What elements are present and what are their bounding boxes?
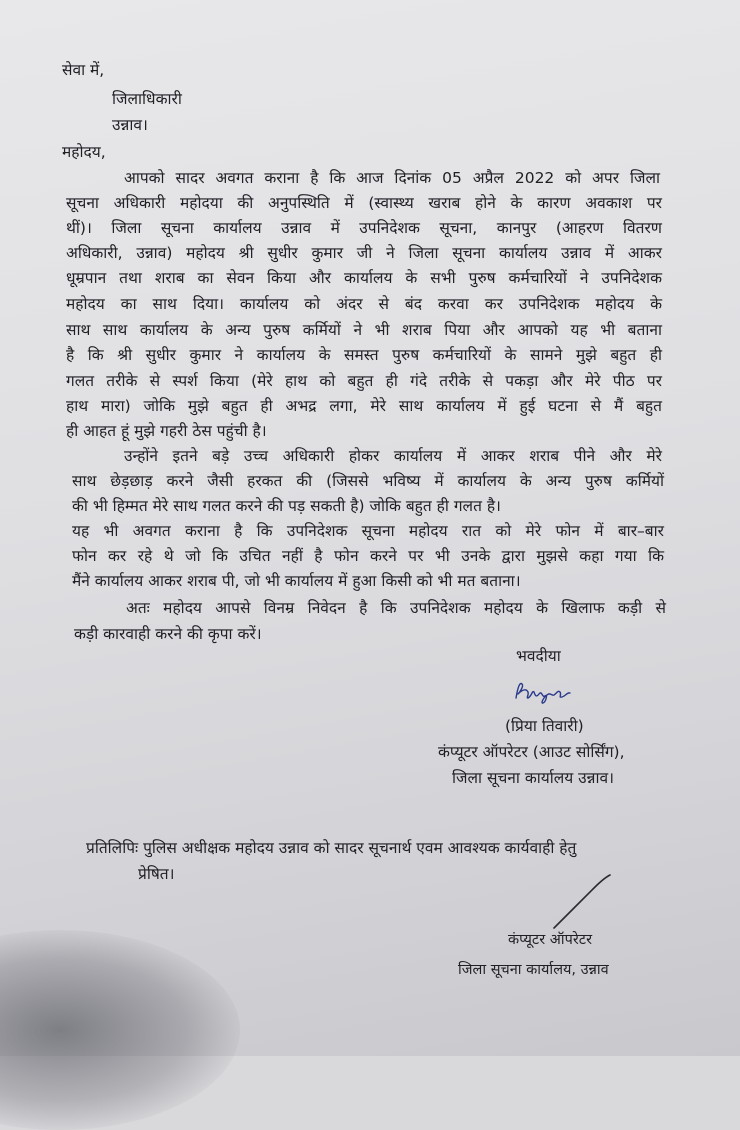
body-line: मैंने कार्यालय आकर शराब पी, जो भी कार्यालय में हुआ किसी को भी मत बताना। — [72, 572, 521, 590]
body-line: हाथ मारा) जोकि मुझे बहुत ही अभद्र लगा, मेरे साथ कार्यालय में हुई घटना से मैं बहुत — [66, 397, 662, 415]
body-line: कड़ी कारवाही करने की कृपा करें। — [74, 625, 262, 643]
body-line: ही आहत हूं मुझे गहरी ठेस पहुंची है। — [66, 422, 267, 440]
salutation: सेवा में, — [62, 61, 105, 79]
body-line: सूचना अधिकारी महोदया की अनुपस्थिति में (स्वास्थ्य खराब होने के कारण अवकाश पर — [66, 194, 662, 212]
body-line: अतः महोदय आपसे विनम्र निवेदन है कि उपनिदेशक महोदय के खिलाफ कड़ी से — [126, 599, 666, 617]
body-line: की भी हिम्मत मेरे साथ गलत करने की पड़ सकती है) जोकि बहुत ही गलत है। — [72, 497, 501, 515]
body-line: अधिकारी, उन्नाव) महोदय श्री सुधीर कुमार जी ने जिला सूचना कार्यालय उन्नाव में आकर — [66, 244, 662, 262]
sender-name: (प्रिया तिवारी) — [505, 717, 584, 735]
sender-designation: कंप्यूटर ऑपरेटर (आउट सोर्सिंग), — [438, 743, 625, 761]
body-line: धूम्रपान तथा शराब का सेवन किया और कार्यालय के सभी पुरुष कर्मचारियों ने उपनिदेशक — [66, 269, 662, 287]
closing: भवदीया — [516, 647, 561, 665]
body-line: थीं)। जिला सूचना कार्यालय उन्नाव में उपनिदेशक सूचना, कानपुर (आहरण वितरण — [66, 219, 662, 237]
body-line: फोन कर रहे थे जो कि उचित नहीं है फोन करने पर भी उनके द्वारा मुझसे कहा गया कि — [72, 547, 664, 565]
footer-designation: कंप्यूटर ऑपरेटर — [508, 932, 592, 948]
signature-icon — [512, 676, 582, 706]
body-line: यह भी अवगत कराना है कि उपनिदेशक सूचना महोदय रात को मेरे फोन में बार–बार — [72, 522, 664, 540]
initial-stroke-icon — [548, 872, 618, 932]
body-line: उन्होंने इतने बड़े उच्च अधिकारी होकर कार्यालय में आकर शराब पीने और मेरे — [124, 447, 662, 465]
footer-office: जिला सूचना कार्यालय, उन्नाव — [458, 962, 609, 978]
recipient-title: जिलाधिकारी — [112, 90, 182, 108]
body-line: महोदय का साथ दिया। कार्यालय को अंदर से बंद करवा कर उपनिदेशक महोदय के — [66, 295, 662, 313]
sender-office: जिला सूचना कार्यालय उन्नाव। — [452, 769, 615, 787]
body-line: साथ साथ कार्यालय के अन्य पुरुष कर्मियों ने भी शराब पिया और आपको यह भी बताना — [66, 321, 662, 339]
body-line: आपको सादर अवगत कराना है कि आज दिनांक 05 अप्रैल 2022 को अपर जिला — [124, 169, 660, 187]
copy-line-end: प्रेषित। — [138, 865, 175, 883]
body-line: है कि श्री सुधीर कुमार ने कार्यालय के समस्त पुरुष कर्मचारियों के सामने मुझे बहुत ही — [66, 346, 662, 364]
body-line: गलत तरीके से स्पर्श किया (मेरे हाथ को बहुत ही गंदे तरीके से पकड़ा और मेरे पीठ पर — [66, 372, 662, 390]
copy-line: प्रतिलिपिः पुलिस अधीक्षक महोदय उन्नाव को सादर सूचनार्थ एवम आवश्यक कार्यवाही हेतु — [86, 839, 577, 857]
recipient-place: उन्नाव। — [112, 116, 148, 134]
greeting: महोदय, — [62, 143, 106, 161]
body-line: साथ छेड़छाड़ करने जैसी हरकत की (जिससे भविष्य में कार्यालय के अन्य पुरुष कर्मियों — [72, 472, 664, 490]
